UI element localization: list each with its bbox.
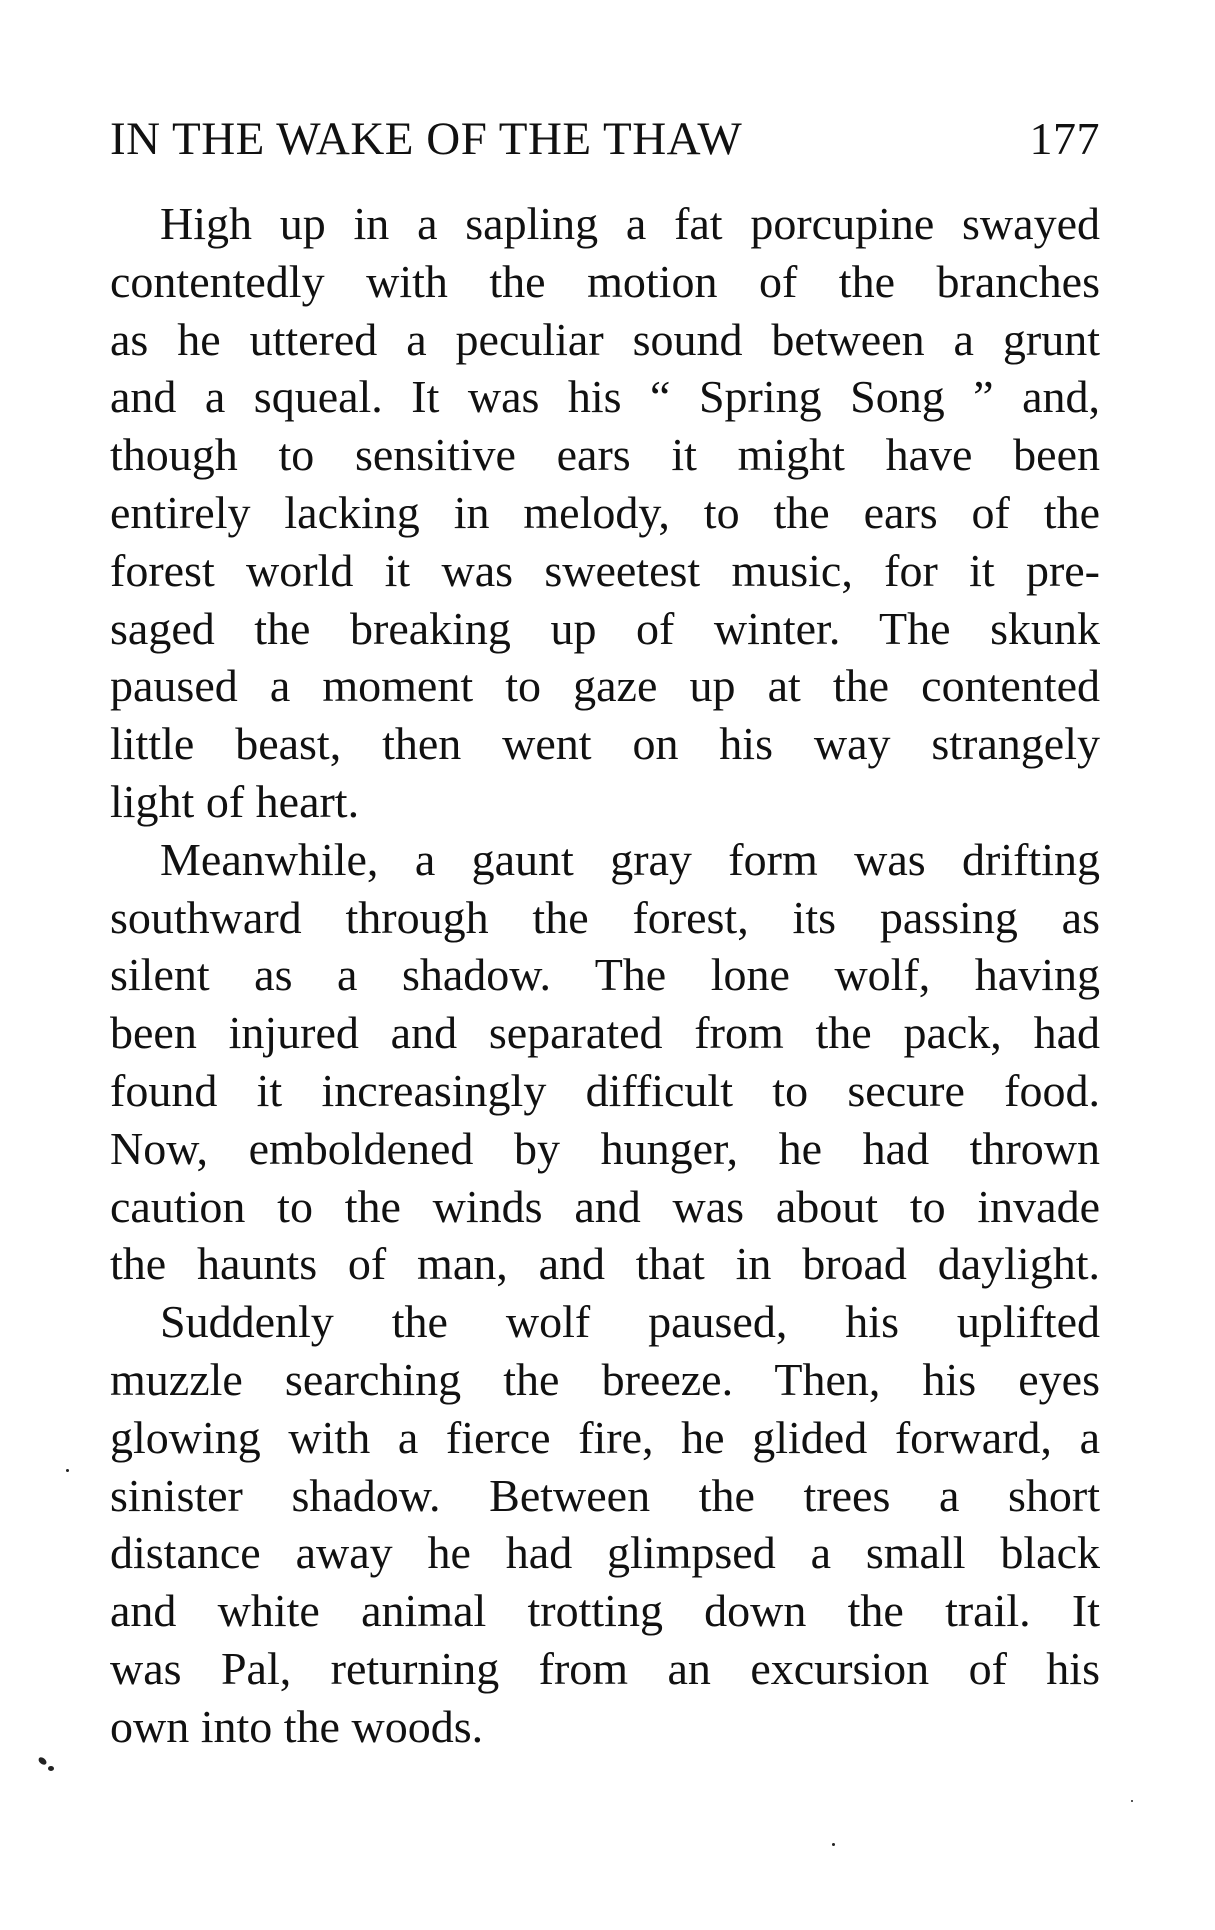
scan-speck [1131, 1800, 1133, 1802]
text-line: own into the woods. [110, 1700, 484, 1752]
scan-speck [832, 1843, 835, 1846]
text-line: southward through the forest, its passing as [110, 891, 1100, 943]
text-line: forest world it was sweetest music, for it pre- [110, 544, 1100, 596]
text-line: though to sensitive ears it might have been [110, 429, 1100, 481]
paragraph [110, 195, 1100, 831]
text-line: little beast, then went on his way strangely [110, 718, 1100, 770]
scan-speck [66, 1469, 69, 1472]
text-line: as he uttered a peculiar sound between a grunt [110, 313, 1100, 365]
text-line: been injured and separated from the pack, had [110, 1007, 1100, 1059]
text-line: Meanwhile, a gaunt gray form was drifting [160, 833, 1100, 885]
text-line: Now, emboldened by hunger, he had thrown [110, 1122, 1100, 1174]
paragraph [110, 1293, 1100, 1755]
text-line: silent as a shadow. The lone wolf, having [110, 949, 1100, 1001]
text-line: glowing with a fierce fire, he glided forward, a [110, 1411, 1100, 1463]
text-line: found it increasingly difficult to secure food. [110, 1064, 1100, 1116]
scan-speck [37, 1756, 48, 1766]
running-header [110, 95, 1100, 183]
text-line: sinister shadow. Between the trees a short [110, 1469, 1100, 1521]
body-text [110, 195, 1100, 1756]
text-line: light of heart. [110, 775, 360, 827]
paragraph [110, 831, 1100, 1293]
text-line: entirely lacking in melody, to the ears of the [110, 486, 1100, 538]
text-line: and a squeal. It was his “ Spring Song ” and, [110, 371, 1100, 423]
running-title: IN THE WAKE OF THE THAW [110, 113, 743, 165]
text-line: saged the breaking up of winter. The skunk [110, 602, 1100, 654]
text-line: distance away he had glimpsed a small black [110, 1527, 1100, 1579]
page-number: 177 [1029, 113, 1100, 164]
text-line: was Pal, returning from an excursion of his [110, 1642, 1100, 1694]
text-line: muzzle searching the breeze. Then, his eyes [110, 1353, 1100, 1405]
text-line: and white animal trotting down the trail. It [110, 1585, 1100, 1637]
text-line: the haunts of man, and that in broad daylight. [110, 1238, 1100, 1290]
text-line: High up in a sapling a fat porcupine swayed [160, 198, 1100, 249]
scan-speck [48, 1766, 54, 1771]
book-page [110, 95, 1100, 1756]
text-line: caution to the winds and was about to invade [110, 1180, 1100, 1232]
text-line: paused a moment to gaze up at the contented [110, 660, 1100, 712]
text-line: Suddenly the wolf paused, his uplifted [160, 1296, 1100, 1348]
text-line: contentedly with the motion of the branches [110, 255, 1100, 307]
